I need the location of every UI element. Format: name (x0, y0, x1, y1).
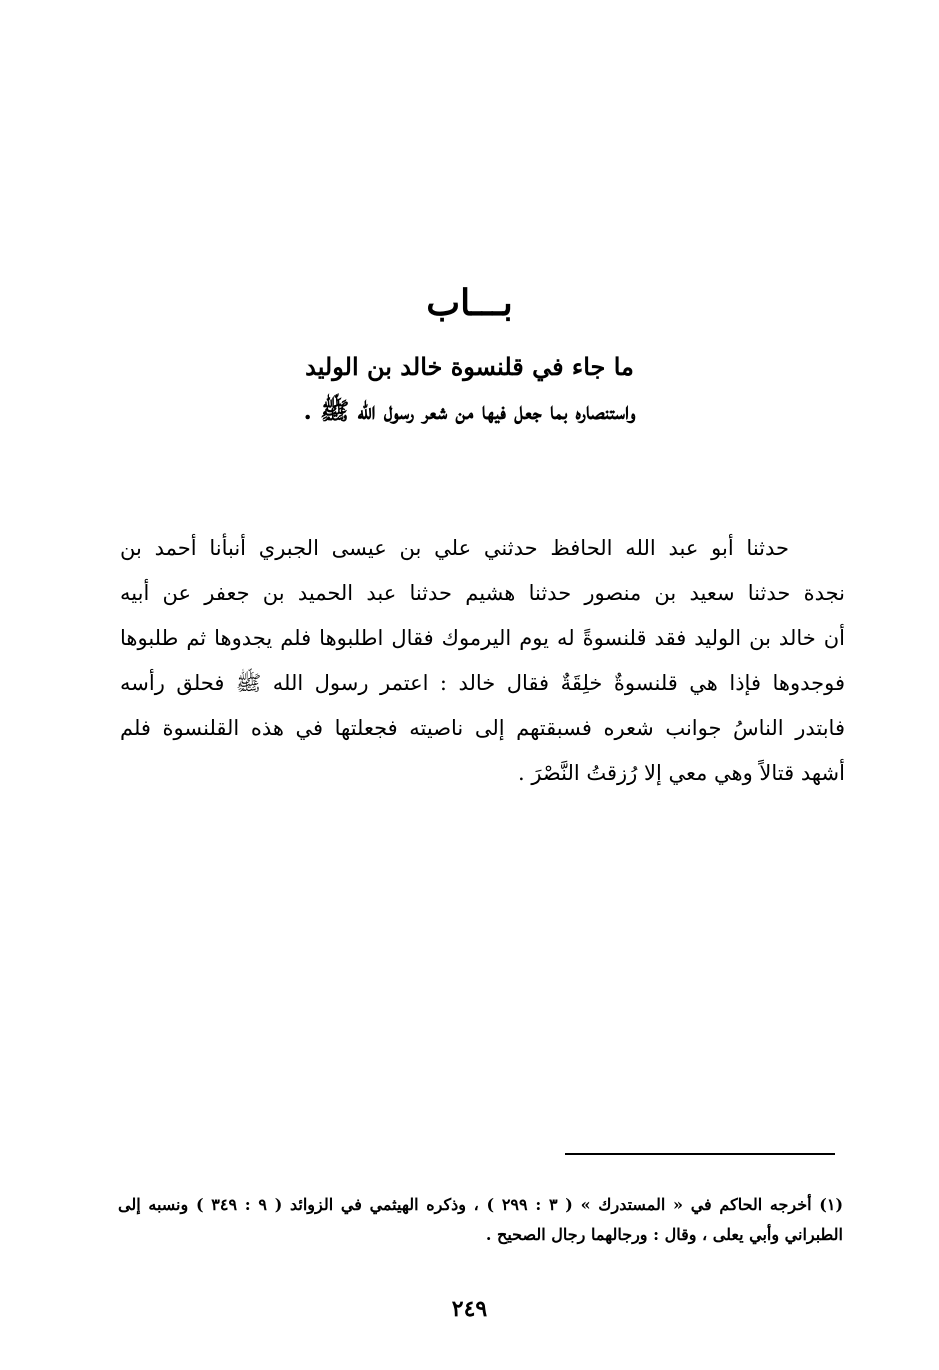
body-line-1: حدثنا أبو عبد الله الحافظ حدثني علي بن عيسى الجبري أنبأنا أحمد بن (120, 536, 789, 560)
body-line-5: فابتدر الناسُ جوانب شعره فسبقتهم إلى ناصيته فجعلتها في هذه القلنسوة فلم (120, 716, 845, 740)
body-line-4: فوجدوها فإذا هي قلنسوةٌ خلِقَةٌ فقال خالد : اعتمر رسول الله ﷺ فحلق رأسه (120, 671, 845, 695)
chapter-heading-line-1: ما جاء في قلنسوة خالد بن الوليد (305, 352, 634, 381)
chapter-title: بـــاب (426, 282, 513, 324)
body-line-3: أن خالد بن الوليد فقد قلنسوةً له يوم اليرموك فقال اطلبوها فلم يجدوها ثم طلبوها (120, 626, 845, 650)
body-line-2: نجدة حدثنا سعيد بن منصور حدثنا هشيم حدثنا عبد الحميد بن جعفر عن أبيه (120, 581, 845, 605)
footnote-line-2: الطبراني وأبي يعلى ، وقال : ورجالهما رجال الصحيح . (485, 1225, 843, 1244)
chapter-heading-line-2: واستنصاره بما جعل فيها من شعر رسول الله ﷺ . (303, 396, 636, 425)
footnote-line-1: (١) أخرجه الحاكم في « المستدرك » ( ٣ : ٢٩٩ ) ، وذكره الهيثمي في الزوائد ( ٩ : ٣٤٩ ) ونسبه إلى (118, 1195, 843, 1214)
footnote (118, 1190, 843, 1250)
page-number: ٢٤٩ (451, 1296, 488, 1322)
footnote-separator (565, 1153, 835, 1155)
body-line-6: أشهد قتالاً وهي معي إلا رُزقتُ النَّصْرَ . (517, 761, 845, 785)
hadith-body (120, 526, 845, 796)
